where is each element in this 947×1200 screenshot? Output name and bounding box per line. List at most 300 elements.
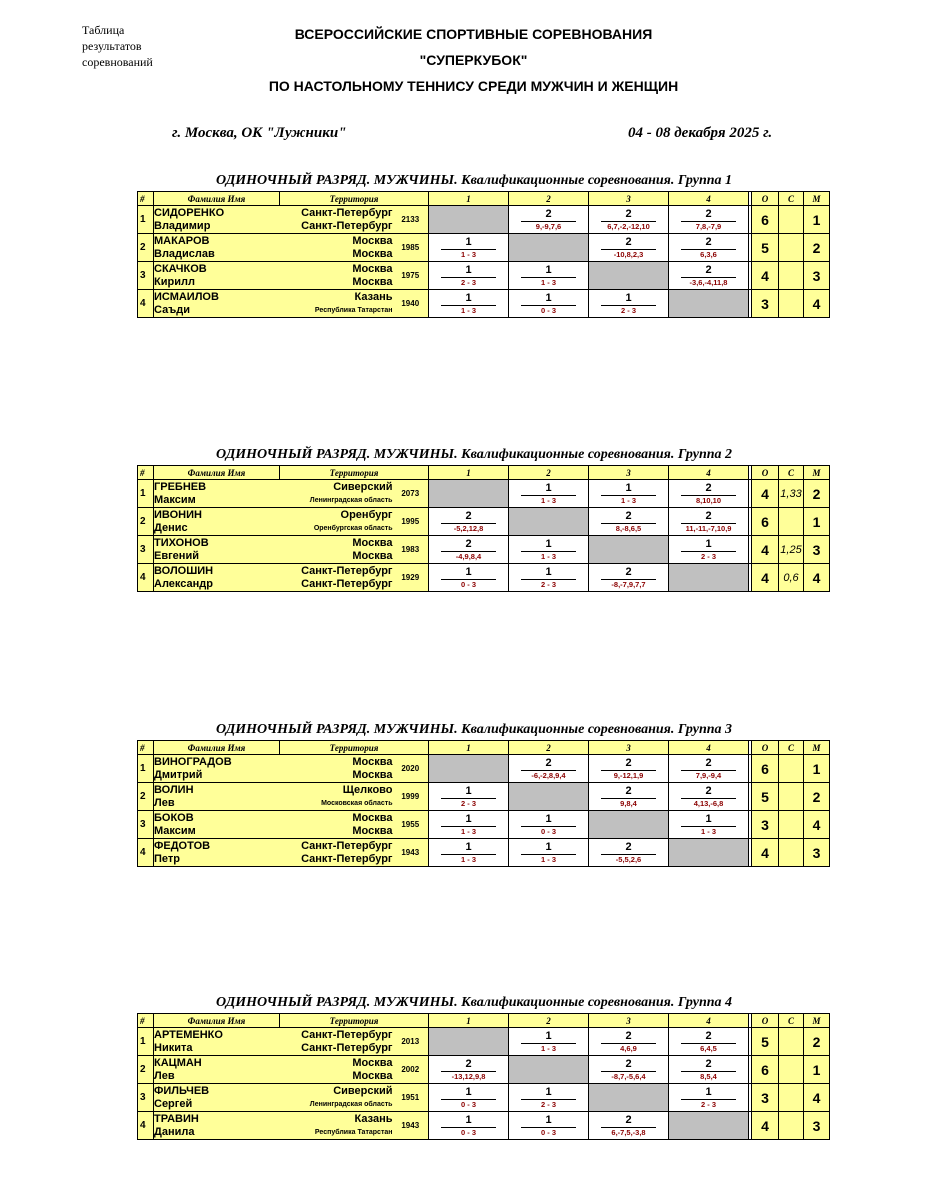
match-sets: 11,-11,-7,10,9 bbox=[681, 523, 736, 534]
match-sets: 4,6,9 bbox=[601, 1043, 656, 1054]
match-result bbox=[509, 1028, 589, 1056]
header-m2: 2 bbox=[509, 466, 589, 480]
territory-region: Санкт-Петербург bbox=[301, 219, 393, 232]
territory-city: Москва bbox=[352, 1056, 393, 1069]
player-first-name: Максим bbox=[154, 493, 196, 506]
group-title: ОДИНОЧНЫЙ РАЗРЯД. МУЖЧИНЫ. Квалификационные соревнования. Группа 1 bbox=[215, 173, 733, 188]
player-number: 4 bbox=[138, 290, 154, 318]
match-score: 1 bbox=[545, 1113, 552, 1126]
header-m4: 4 bbox=[669, 192, 749, 206]
match-score: 2 bbox=[625, 1113, 632, 1126]
player-surname: АРТЕМЕНКО bbox=[154, 1028, 223, 1041]
table-row bbox=[138, 1112, 830, 1140]
match-result bbox=[669, 783, 749, 811]
header-o: О bbox=[752, 192, 779, 206]
territory-region: Республика Татарстан bbox=[314, 306, 393, 314]
match-cell-diagonal bbox=[669, 839, 749, 867]
player-points: 5 bbox=[752, 783, 779, 811]
player-first-name: Кирилл bbox=[154, 275, 195, 288]
player-name bbox=[154, 536, 280, 564]
header-m: М bbox=[804, 466, 830, 480]
group-table bbox=[137, 465, 830, 592]
territory-city: Москва bbox=[352, 755, 393, 768]
match-result bbox=[669, 755, 749, 783]
match-result bbox=[509, 839, 589, 867]
group-table bbox=[137, 1013, 830, 1140]
player-place: 2 bbox=[804, 480, 830, 508]
territory-city: Санкт-Петербург bbox=[301, 1028, 393, 1041]
match-score: 1 bbox=[465, 1113, 472, 1126]
player-surname: ГРЕБНЕВ bbox=[154, 480, 207, 493]
player-place: 1 bbox=[804, 755, 830, 783]
player-surname: БОКОВ bbox=[154, 811, 194, 824]
title-line-3: ПО НАСТОЛЬНОМУ ТЕННИСУ СРЕДИ МУЖЧИН И ЖЕНЩИН bbox=[268, 78, 679, 94]
player-territory bbox=[280, 1112, 393, 1140]
player-ratio bbox=[779, 508, 804, 536]
match-sets: 2 - 3 bbox=[521, 579, 576, 590]
match-result bbox=[509, 1084, 589, 1112]
table-row bbox=[138, 1084, 830, 1112]
player-points: 6 bbox=[752, 508, 779, 536]
player-name bbox=[154, 755, 280, 783]
player-place: 4 bbox=[804, 290, 830, 318]
match-result bbox=[509, 1112, 589, 1140]
player-name bbox=[154, 480, 280, 508]
match-sets: 2 - 3 bbox=[441, 798, 496, 809]
player-number: 1 bbox=[138, 755, 154, 783]
player-first-name: Владимир bbox=[154, 219, 211, 232]
header-m3: 3 bbox=[589, 741, 669, 755]
player-surname: КАЦМАН bbox=[154, 1056, 202, 1069]
territory-city: Щелково bbox=[342, 783, 393, 796]
match-score: 1 bbox=[465, 263, 472, 276]
match-cell-diagonal bbox=[669, 564, 749, 592]
player-rating: 1943 bbox=[393, 839, 429, 867]
player-first-name: Сергей bbox=[154, 1097, 193, 1110]
player-place: 2 bbox=[804, 1028, 830, 1056]
player-ratio bbox=[779, 1056, 804, 1084]
corner-note-line: результатов bbox=[82, 39, 142, 53]
player-ratio bbox=[779, 839, 804, 867]
match-result bbox=[429, 262, 509, 290]
match-result bbox=[589, 508, 669, 536]
territory-region: Санкт-Петербург bbox=[301, 577, 393, 590]
player-surname: ИСМАИЛОВ bbox=[154, 290, 219, 303]
player-ratio bbox=[779, 234, 804, 262]
match-cell-diagonal bbox=[429, 755, 509, 783]
player-surname: ВОЛИН bbox=[154, 783, 194, 796]
player-ratio bbox=[779, 262, 804, 290]
territory-region: Московская область bbox=[321, 799, 393, 807]
player-name bbox=[154, 290, 280, 318]
table-row bbox=[138, 811, 830, 839]
header-m3: 3 bbox=[589, 1014, 669, 1028]
player-number: 2 bbox=[138, 783, 154, 811]
table-row bbox=[138, 508, 830, 536]
match-sets: 2 - 3 bbox=[521, 1099, 576, 1110]
player-first-name: Никита bbox=[154, 1041, 193, 1054]
table-header-row bbox=[138, 466, 830, 480]
player-place: 3 bbox=[804, 536, 830, 564]
match-sets: 2 - 3 bbox=[681, 551, 736, 562]
match-result bbox=[509, 480, 589, 508]
player-territory bbox=[280, 536, 393, 564]
player-points: 4 bbox=[752, 536, 779, 564]
header-c: С bbox=[779, 466, 804, 480]
player-surname: ВОЛОШИН bbox=[154, 564, 214, 577]
title-line-1: ВСЕРОССИЙСКИЕ СПОРТИВНЫЕ СОРЕВНОВАНИЯ bbox=[294, 26, 653, 42]
player-first-name: Лев bbox=[154, 1069, 175, 1082]
match-cell-diagonal bbox=[589, 811, 669, 839]
match-score: 2 bbox=[705, 509, 712, 522]
player-points: 6 bbox=[752, 1056, 779, 1084]
player-first-name: Александр bbox=[154, 577, 213, 590]
territory-city: Оренбург bbox=[340, 508, 393, 521]
player-ratio bbox=[779, 783, 804, 811]
player-ratio bbox=[779, 755, 804, 783]
table-row bbox=[138, 234, 830, 262]
player-surname: СИДОРЕНКО bbox=[154, 206, 225, 219]
player-rating: 1929 bbox=[393, 564, 429, 592]
table-row bbox=[138, 839, 830, 867]
match-score: 1 bbox=[465, 784, 472, 797]
player-place: 1 bbox=[804, 206, 830, 234]
match-sets: 1 - 3 bbox=[521, 551, 576, 562]
match-result bbox=[589, 755, 669, 783]
match-sets: 1 - 3 bbox=[521, 277, 576, 288]
territory-region: Оренбургская область bbox=[313, 524, 393, 532]
match-score: 2 bbox=[625, 784, 632, 797]
match-result bbox=[589, 1112, 669, 1140]
player-rating: 1999 bbox=[393, 783, 429, 811]
match-score: 2 bbox=[545, 207, 552, 220]
player-place: 1 bbox=[804, 508, 830, 536]
match-sets: 1 - 3 bbox=[441, 249, 496, 260]
table-row bbox=[138, 783, 830, 811]
player-points: 6 bbox=[752, 755, 779, 783]
header-m4: 4 bbox=[669, 741, 749, 755]
player-name bbox=[154, 839, 280, 867]
territory-region: Москва bbox=[352, 549, 393, 562]
player-territory bbox=[280, 508, 393, 536]
match-score: 2 bbox=[705, 481, 712, 494]
match-score: 2 bbox=[625, 1029, 632, 1042]
player-name bbox=[154, 1084, 280, 1112]
player-rating: 1985 bbox=[393, 234, 429, 262]
player-place: 4 bbox=[804, 564, 830, 592]
match-result bbox=[589, 1056, 669, 1084]
territory-region: Санкт-Петербург bbox=[301, 1041, 393, 1054]
match-result bbox=[669, 811, 749, 839]
player-points: 5 bbox=[752, 1028, 779, 1056]
player-rating: 1983 bbox=[393, 536, 429, 564]
match-result bbox=[589, 290, 669, 318]
table-header-row bbox=[138, 1014, 830, 1028]
match-sets: 1 - 3 bbox=[521, 495, 576, 506]
territory-region: Москва bbox=[352, 768, 393, 781]
match-sets: 2 - 3 bbox=[441, 277, 496, 288]
player-number: 2 bbox=[138, 1056, 154, 1084]
match-result bbox=[589, 564, 669, 592]
player-name bbox=[154, 262, 280, 290]
group-title: ОДИНОЧНЫЙ РАЗРЯД. МУЖЧИНЫ. Квалификационные соревнования. Группа 4 bbox=[215, 995, 733, 1010]
match-score: 2 bbox=[705, 207, 712, 220]
match-sets: -8,7,-5,6,4 bbox=[601, 1071, 656, 1082]
player-territory bbox=[280, 564, 393, 592]
match-score: 1 bbox=[545, 481, 552, 494]
match-sets: 7,9,-9,4 bbox=[681, 770, 736, 781]
header-o: О bbox=[752, 741, 779, 755]
match-score: 1 bbox=[705, 1085, 712, 1098]
match-sets: 6,-7,5,-3,8 bbox=[601, 1127, 656, 1138]
match-score: 1 bbox=[465, 812, 472, 825]
table-row bbox=[138, 564, 830, 592]
header-territory: Территория bbox=[280, 1014, 429, 1028]
match-score: 1 bbox=[545, 1029, 552, 1042]
match-result bbox=[509, 290, 589, 318]
player-rating: 1995 bbox=[393, 508, 429, 536]
match-sets: 8,-8,6,5 bbox=[601, 523, 656, 534]
player-first-name: Владислав bbox=[154, 247, 215, 260]
territory-city: Санкт-Петербург bbox=[301, 839, 393, 852]
match-cell-diagonal bbox=[429, 1028, 509, 1056]
match-result bbox=[669, 234, 749, 262]
territory-city: Москва bbox=[352, 536, 393, 549]
header-m3: 3 bbox=[589, 466, 669, 480]
match-score: 1 bbox=[465, 565, 472, 578]
group-title: ОДИНОЧНЫЙ РАЗРЯД. МУЖЧИНЫ. Квалификационные соревнования. Группа 3 bbox=[215, 722, 733, 737]
match-score: 2 bbox=[705, 756, 712, 769]
table-row bbox=[138, 536, 830, 564]
player-points: 6 bbox=[752, 206, 779, 234]
match-score: 1 bbox=[545, 840, 552, 853]
player-ratio bbox=[779, 1112, 804, 1140]
location: г. Москва, ОК "Лужники" bbox=[172, 125, 347, 141]
player-place: 2 bbox=[804, 234, 830, 262]
group-table bbox=[137, 740, 830, 867]
player-points: 4 bbox=[752, 480, 779, 508]
player-surname: СКАЧКОВ bbox=[154, 262, 207, 275]
player-name bbox=[154, 206, 280, 234]
header-m1: 1 bbox=[429, 192, 509, 206]
territory-region: Республика Татарстан bbox=[314, 1128, 393, 1136]
header-c: С bbox=[779, 192, 804, 206]
match-sets: 9,-12,1,9 bbox=[601, 770, 656, 781]
match-result bbox=[509, 564, 589, 592]
match-result bbox=[429, 234, 509, 262]
match-score: 2 bbox=[705, 1057, 712, 1070]
table-row bbox=[138, 206, 830, 234]
player-territory bbox=[280, 234, 393, 262]
match-result bbox=[589, 234, 669, 262]
header-name: Фамилия Имя bbox=[154, 741, 280, 755]
match-sets: 6,7,-2,-12,10 bbox=[601, 221, 656, 232]
match-result bbox=[429, 839, 509, 867]
match-score: 1 bbox=[705, 812, 712, 825]
match-result bbox=[669, 1028, 749, 1056]
match-sets: 2 - 3 bbox=[681, 1099, 736, 1110]
territory-city: Санкт-Петербург bbox=[301, 206, 393, 219]
match-result bbox=[429, 1056, 509, 1084]
player-ratio: 1,33 bbox=[779, 480, 804, 508]
territory-city: Москва bbox=[352, 234, 393, 247]
match-result bbox=[429, 536, 509, 564]
match-score: 2 bbox=[625, 509, 632, 522]
territory-region: Москва bbox=[352, 1069, 393, 1082]
territory-region: Санкт-Петербург bbox=[301, 852, 393, 865]
match-score: 1 bbox=[465, 840, 472, 853]
player-rating: 2133 bbox=[393, 206, 429, 234]
player-rating: 1951 bbox=[393, 1084, 429, 1112]
match-score: 2 bbox=[705, 1029, 712, 1042]
match-result bbox=[589, 839, 669, 867]
player-territory bbox=[280, 783, 393, 811]
match-result bbox=[429, 564, 509, 592]
player-points: 4 bbox=[752, 1112, 779, 1140]
player-territory bbox=[280, 480, 393, 508]
group-table bbox=[137, 191, 830, 318]
match-result bbox=[589, 1028, 669, 1056]
match-result bbox=[429, 1084, 509, 1112]
player-territory bbox=[280, 811, 393, 839]
player-rating: 2073 bbox=[393, 480, 429, 508]
player-number: 3 bbox=[138, 811, 154, 839]
header-m2: 2 bbox=[509, 741, 589, 755]
player-points: 3 bbox=[752, 290, 779, 318]
match-cell-diagonal bbox=[429, 480, 509, 508]
player-surname: МАКАРОВ bbox=[154, 234, 210, 247]
player-territory bbox=[280, 1028, 393, 1056]
match-result bbox=[669, 262, 749, 290]
player-place: 3 bbox=[804, 839, 830, 867]
player-first-name: Петр bbox=[154, 852, 180, 865]
match-cell-diagonal bbox=[509, 508, 589, 536]
player-ratio: 1,25 bbox=[779, 536, 804, 564]
table-row bbox=[138, 1056, 830, 1084]
territory-region: Москва bbox=[352, 824, 393, 837]
player-surname: ФИЛЬЧЕВ bbox=[154, 1084, 210, 1097]
match-sets: 1 - 3 bbox=[521, 854, 576, 865]
match-sets: 0 - 3 bbox=[441, 1099, 496, 1110]
header-num: # bbox=[138, 192, 154, 206]
match-score: 2 bbox=[625, 235, 632, 248]
table-row bbox=[138, 1028, 830, 1056]
match-result bbox=[429, 290, 509, 318]
match-score: 1 bbox=[545, 263, 552, 276]
match-score: 1 bbox=[625, 291, 632, 304]
player-name bbox=[154, 783, 280, 811]
match-sets: 0 - 3 bbox=[441, 1127, 496, 1138]
match-cell-diagonal bbox=[589, 536, 669, 564]
header-m2: 2 bbox=[509, 1014, 589, 1028]
match-score: 1 bbox=[465, 235, 472, 248]
player-name bbox=[154, 1112, 280, 1140]
player-territory bbox=[280, 1056, 393, 1084]
header-m: М bbox=[804, 1014, 830, 1028]
match-cell-diagonal bbox=[669, 1112, 749, 1140]
header-m4: 4 bbox=[669, 1014, 749, 1028]
match-result bbox=[429, 508, 509, 536]
match-score: 2 bbox=[705, 784, 712, 797]
player-territory bbox=[280, 262, 393, 290]
match-score: 2 bbox=[545, 756, 552, 769]
match-score: 2 bbox=[625, 840, 632, 853]
match-score: 1 bbox=[545, 1085, 552, 1098]
match-sets: 9,8,4 bbox=[601, 798, 656, 809]
header-name: Фамилия Имя bbox=[154, 466, 280, 480]
match-result bbox=[429, 811, 509, 839]
player-name bbox=[154, 1056, 280, 1084]
header-m3: 3 bbox=[589, 192, 669, 206]
territory-city: Москва bbox=[352, 811, 393, 824]
header-m1: 1 bbox=[429, 741, 509, 755]
player-place: 4 bbox=[804, 811, 830, 839]
player-name bbox=[154, 508, 280, 536]
match-score: 1 bbox=[465, 1085, 472, 1098]
table-row bbox=[138, 290, 830, 318]
match-sets: 9,-9,7,6 bbox=[521, 221, 576, 232]
player-territory bbox=[280, 755, 393, 783]
player-place: 1 bbox=[804, 1056, 830, 1084]
match-result bbox=[669, 508, 749, 536]
match-sets: 0 - 3 bbox=[521, 1127, 576, 1138]
match-score: 1 bbox=[545, 291, 552, 304]
header-m: М bbox=[804, 741, 830, 755]
player-ratio: 0,6 bbox=[779, 564, 804, 592]
player-number: 1 bbox=[138, 206, 154, 234]
player-first-name: Лев bbox=[154, 796, 175, 809]
match-sets: 1 - 3 bbox=[441, 826, 496, 837]
match-cell-diagonal bbox=[429, 206, 509, 234]
match-sets: 8,10,10 bbox=[681, 495, 736, 506]
player-rating: 1975 bbox=[393, 262, 429, 290]
player-surname: ВИНОГРАДОВ bbox=[154, 755, 232, 768]
player-rating: 2020 bbox=[393, 755, 429, 783]
match-score: 2 bbox=[705, 263, 712, 276]
match-score: 2 bbox=[465, 537, 472, 550]
match-result bbox=[429, 1112, 509, 1140]
header-num: # bbox=[138, 466, 154, 480]
player-number: 4 bbox=[138, 839, 154, 867]
match-score: 2 bbox=[625, 207, 632, 220]
territory-city: Казань bbox=[354, 1112, 393, 1125]
player-rating: 1943 bbox=[393, 1112, 429, 1140]
table-row bbox=[138, 262, 830, 290]
table-header-row bbox=[138, 192, 830, 206]
player-name bbox=[154, 564, 280, 592]
match-score: 1 bbox=[465, 291, 472, 304]
match-sets: -8,-7,9,7,7 bbox=[601, 579, 656, 590]
header-name: Фамилия Имя bbox=[154, 192, 280, 206]
player-number: 4 bbox=[138, 1112, 154, 1140]
table-header-row bbox=[138, 741, 830, 755]
player-place: 2 bbox=[804, 783, 830, 811]
header-num: # bbox=[138, 1014, 154, 1028]
title-line-2: "СУПЕРКУБОК" bbox=[419, 52, 528, 68]
match-result bbox=[589, 206, 669, 234]
match-sets: 1 - 3 bbox=[681, 826, 736, 837]
header-m: М bbox=[804, 192, 830, 206]
match-sets: 6,3,6 bbox=[681, 249, 736, 260]
player-name bbox=[154, 234, 280, 262]
match-sets: 0 - 3 bbox=[441, 579, 496, 590]
header-c: С bbox=[779, 741, 804, 755]
player-ratio bbox=[779, 1028, 804, 1056]
territory-city: Казань bbox=[354, 290, 393, 303]
header-m4: 4 bbox=[669, 466, 749, 480]
header-territory: Территория bbox=[280, 741, 429, 755]
match-sets: -3,6,-4,11,8 bbox=[681, 277, 736, 288]
